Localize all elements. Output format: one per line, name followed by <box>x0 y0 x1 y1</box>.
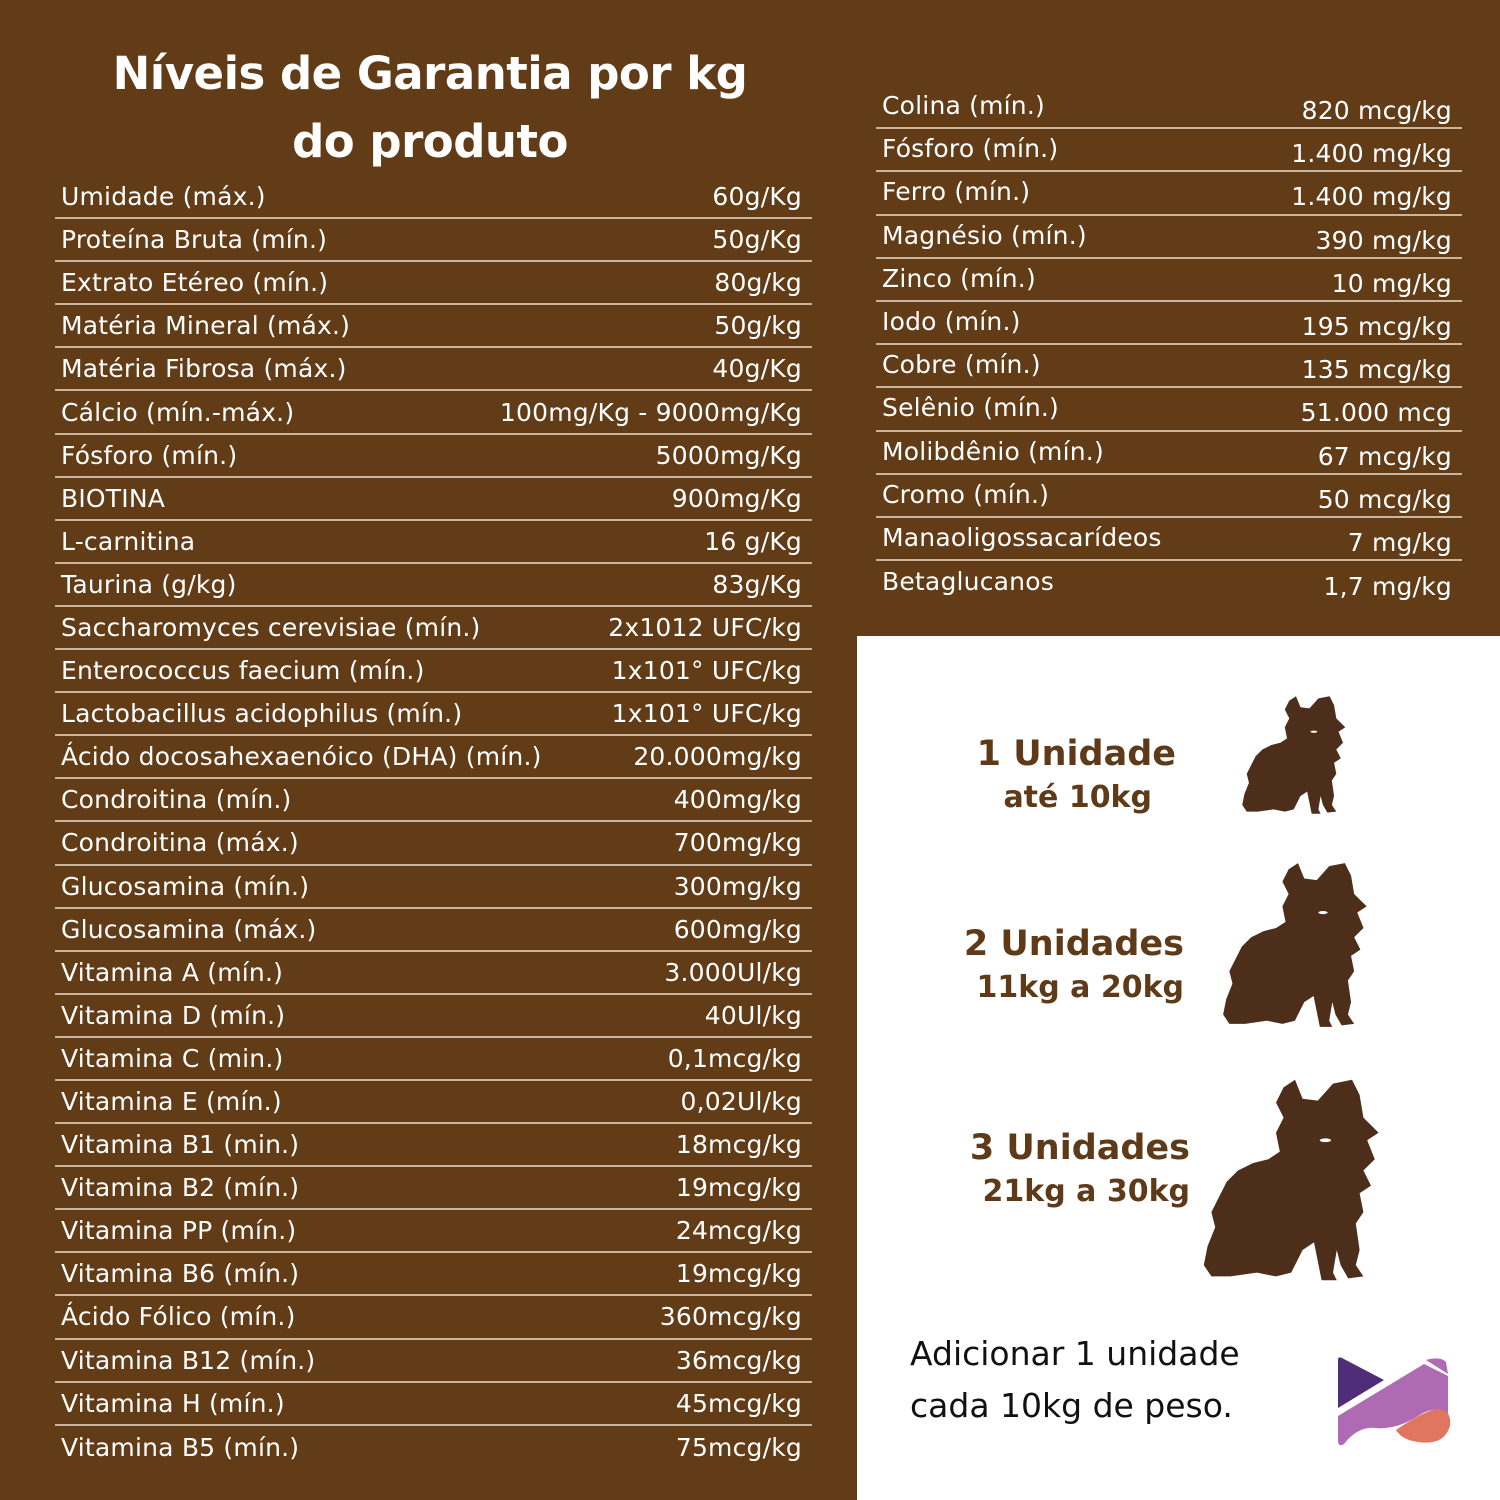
nutrient-value: 19mcg/kg <box>675 1173 802 1203</box>
table-row <box>55 736 812 779</box>
table-row <box>876 259 1462 302</box>
nutrient-label: Betaglucanos <box>882 567 1054 597</box>
page-title <box>55 40 805 176</box>
nutrient-label: Fósforo (mín.) <box>882 134 1059 164</box>
nutrient-value: 24mcg/kg <box>675 1216 802 1246</box>
nutrient-value: 0,02Ul/kg <box>680 1087 802 1117</box>
dosage-range: 11kg a 20kg <box>976 970 1184 1005</box>
table-row <box>55 219 812 262</box>
nutrient-value: 10 mg/kg <box>1331 268 1452 298</box>
nutrient-label: Vitamina B1 (min.) <box>61 1130 300 1160</box>
nutrient-value: 19mcg/kg <box>675 1259 802 1289</box>
nutrient-value: 1.400 mg/kg <box>1291 182 1452 212</box>
table-row <box>55 1253 812 1296</box>
nutrient-label: Glucosamina (mín.) <box>61 871 310 901</box>
nutrient-value: 16 g/Kg <box>704 526 802 556</box>
nutrient-label: Colina (mín.) <box>882 91 1045 121</box>
nutrient-label: Lactobacillus acidophilus (mín.) <box>61 699 463 729</box>
table-row <box>55 478 812 521</box>
nutrient-value: 83g/Kg <box>712 569 802 599</box>
nutrient-value: 50g/kg <box>714 311 802 341</box>
dog-silhouette-small-icon <box>1240 694 1352 816</box>
nutrient-value: 3.000Ul/kg <box>664 957 802 987</box>
dosage-range: 21kg a 30kg <box>982 1174 1190 1209</box>
table-row <box>55 262 812 305</box>
table-row <box>55 952 812 995</box>
nutrient-value: 400mg/kg <box>673 785 802 815</box>
nutrient-label: Matéria Fibrosa (máx.) <box>61 354 347 384</box>
table-row <box>876 172 1462 215</box>
nutrient-value: 40Ul/kg <box>704 1000 802 1030</box>
nutrient-label: L-carnitina <box>61 526 196 556</box>
nutrient-label: Vitamina B2 (mín.) <box>61 1173 300 1203</box>
nutrient-value: 50 mcg/kg <box>1317 484 1452 514</box>
nutrient-value: 600mg/kg <box>673 914 802 944</box>
nutrient-label: Zinco (mín.) <box>882 263 1036 293</box>
nutrient-label: Vitamina C (min.) <box>61 1043 284 1073</box>
dosage-range: até 10kg <box>1003 780 1152 815</box>
table-row <box>876 129 1462 172</box>
nutrient-label: Cobre (mín.) <box>882 350 1041 380</box>
table-row <box>876 388 1462 431</box>
table-row <box>876 475 1462 518</box>
nutrient-label: BIOTINA <box>61 483 166 513</box>
dosage-units: 2 Unidades <box>963 924 1184 964</box>
table-row <box>55 564 812 607</box>
table-row <box>55 693 812 736</box>
nutrient-value: 300mg/kg <box>673 871 802 901</box>
nutrient-value: 390 mg/kg <box>1315 225 1452 255</box>
nutrient-value: 820 mcg/kg <box>1301 96 1452 126</box>
nutrient-value: 60g/Kg <box>712 182 802 212</box>
nutrient-label: Vitamina B12 (mín.) <box>61 1345 316 1375</box>
nutrient-value: 7 mg/kg <box>1347 527 1452 557</box>
nutrient-label: Vitamina A (mín.) <box>61 957 284 987</box>
table-row <box>55 521 812 564</box>
table-row <box>55 1426 812 1469</box>
dosage-note-line2: cada 10kg de peso. <box>910 1386 1233 1425</box>
nutrient-value: 360mcg/kg <box>659 1302 802 1332</box>
table-row <box>55 995 812 1038</box>
nutrient-label: Saccharomyces cerevisiae (mín.) <box>61 612 481 642</box>
nutrient-label: Ferro (mín.) <box>882 177 1031 207</box>
nutrient-label: Glucosamina (máx.) <box>61 914 317 944</box>
page-title-line2: do produto <box>292 115 568 168</box>
table-row <box>876 86 1462 129</box>
nutrient-value: 135 mcg/kg <box>1301 355 1452 385</box>
nutrient-label: Matéria Mineral (máx.) <box>61 311 351 341</box>
nutrient-label: Vitamina D (mín.) <box>61 1000 286 1030</box>
dosage-note-line1: Adicionar 1 unidade <box>910 1334 1240 1373</box>
dog-silhouette-large-icon <box>1200 1076 1390 1284</box>
table-row <box>55 348 812 391</box>
nutrient-label: Manaoligossacarídeos <box>882 522 1162 552</box>
nutrient-value: 36mcg/kg <box>675 1345 802 1375</box>
table-row <box>55 391 812 434</box>
nutrient-value: 40g/Kg <box>712 354 802 384</box>
table-row <box>55 1124 812 1167</box>
nutrient-label: Fósforo (mín.) <box>61 440 238 470</box>
nutrient-label: Magnésio (mín.) <box>882 220 1087 250</box>
nutrient-value: 45mcg/kg <box>675 1388 802 1418</box>
nutrient-value: 1x101° UFC/kg <box>611 699 802 729</box>
nutrient-value: 51.000 mcg <box>1300 398 1452 428</box>
brand-logo-icon <box>1336 1356 1454 1448</box>
page-title-line1: Níveis de Garantia por kg <box>112 47 748 100</box>
nutrient-value: 80g/kg <box>714 268 802 298</box>
nutrient-label: Vitamina B5 (mín.) <box>61 1432 300 1462</box>
nutrient-label: Vitamina H (mín.) <box>61 1388 285 1418</box>
nutrient-label: Cromo (mín.) <box>882 479 1050 509</box>
nutrient-label: Ácido docosahexaenóico (DHA) (mín.) <box>61 742 542 772</box>
table-row <box>876 561 1462 604</box>
table-row <box>55 866 812 909</box>
nutrient-label: Umidade (máx.) <box>61 182 266 212</box>
nutrient-label: Molibdênio (mín.) <box>882 436 1104 466</box>
guarantee-table-left <box>55 176 812 1469</box>
nutrient-value: 1x101° UFC/kg <box>611 656 802 686</box>
dosage-item-2 <box>940 922 1184 1010</box>
nutrient-value: 195 mcg/kg <box>1301 312 1452 342</box>
dosage-units: 1 Unidade <box>976 734 1176 774</box>
table-row <box>55 1167 812 1210</box>
dosage-item-3 <box>940 1126 1190 1214</box>
nutrient-value: 5000mg/Kg <box>655 440 802 470</box>
table-row <box>55 176 812 219</box>
nutrient-label: Taurina (g/kg) <box>61 569 237 599</box>
nutrient-value: 75mcg/kg <box>675 1432 802 1462</box>
table-row <box>876 518 1462 561</box>
dosage-item-1 <box>960 732 1176 820</box>
table-row <box>55 1038 812 1081</box>
table-row <box>55 435 812 478</box>
nutrient-value: 700mg/kg <box>673 828 802 858</box>
table-row <box>55 1340 812 1383</box>
table-row <box>55 779 812 822</box>
table-row <box>55 1383 812 1426</box>
nutrient-label: Vitamina PP (mín.) <box>61 1216 297 1246</box>
nutrient-label: Enterococcus faecium (mín.) <box>61 656 425 686</box>
table-row <box>55 822 812 865</box>
nutrient-label: Condroitina (máx.) <box>61 828 299 858</box>
nutrient-value: 1.400 mg/kg <box>1291 139 1452 169</box>
table-row <box>55 1296 812 1339</box>
table-row <box>55 650 812 693</box>
nutrient-label: Ácido Fólico (mín.) <box>61 1302 296 1332</box>
table-row <box>55 305 812 348</box>
nutrient-label: Selênio (mín.) <box>882 393 1060 423</box>
table-row <box>876 432 1462 475</box>
nutrient-label: Iodo (mín.) <box>882 307 1021 337</box>
table-row <box>876 216 1462 259</box>
nutrient-value: 50g/Kg <box>712 225 802 255</box>
nutrient-label: Cálcio (mín.-máx.) <box>61 397 295 427</box>
nutrient-value: 2x1012 UFC/kg <box>608 612 802 642</box>
table-row <box>876 345 1462 388</box>
table-row <box>55 1081 812 1124</box>
dog-silhouette-medium-icon <box>1220 860 1376 1030</box>
nutrient-value: 20.000mg/kg <box>633 742 802 772</box>
dosage-note <box>910 1328 1240 1432</box>
table-row <box>55 1210 812 1253</box>
nutrient-label: Vitamina B6 (mín.) <box>61 1259 300 1289</box>
nutrient-value: 1,7 mg/kg <box>1323 572 1452 602</box>
table-row <box>55 607 812 650</box>
dosage-units: 3 Unidades <box>969 1128 1190 1168</box>
table-row <box>55 909 812 952</box>
nutrient-label: Extrato Etéreo (mín.) <box>61 268 329 298</box>
nutrient-value: 900mg/Kg <box>671 483 802 513</box>
nutrient-value: 18mcg/kg <box>675 1130 802 1160</box>
nutrient-label: Proteína Bruta (mín.) <box>61 225 328 255</box>
table-row <box>876 302 1462 345</box>
nutrient-label: Vitamina E (mín.) <box>61 1087 282 1117</box>
nutrient-value: 0,1mcg/kg <box>667 1043 802 1073</box>
guarantee-table-right <box>876 86 1462 604</box>
nutrient-value: 100mg/Kg - 9000mg/Kg <box>499 397 802 427</box>
nutrient-value: 67 mcg/kg <box>1317 441 1452 471</box>
nutrient-label: Condroitina (mín.) <box>61 785 292 815</box>
